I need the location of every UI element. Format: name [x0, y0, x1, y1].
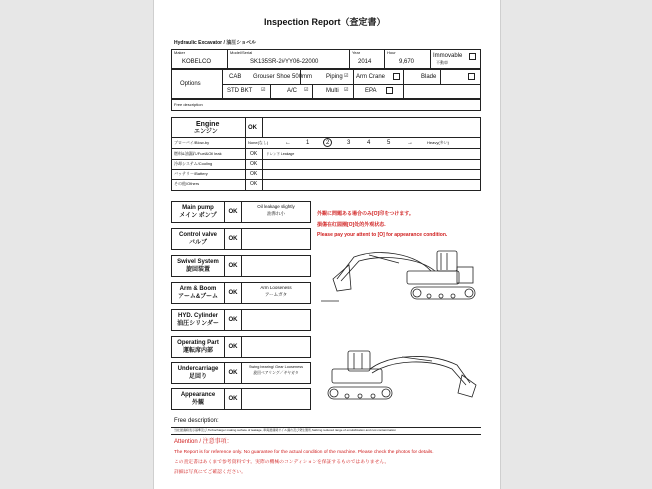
notice-line-cn: 損傷在红圆圈[O]处的外观状态.	[317, 222, 386, 228]
hour-label: Hour	[387, 50, 396, 55]
component-arm-boom	[171, 282, 311, 304]
option-blade: Blade	[421, 74, 437, 80]
component-name-en: Swivel System	[177, 259, 219, 265]
component-hyd-cylinder	[171, 309, 311, 331]
blowby-none: None(なし)	[248, 140, 269, 145]
component-appearance	[171, 388, 311, 410]
option-std-bkt: STD BKT	[227, 88, 253, 94]
engine-row-label: 冷却システム/Cooling	[174, 161, 213, 166]
hour-value: 9,670	[399, 59, 415, 65]
engine-row-note: ドレン下 Leakage	[266, 152, 295, 156]
blade-checkbox[interactable]	[468, 73, 475, 80]
notice-line-jp: 外観に問題ある場合のみ[O]印をつけます。	[317, 211, 414, 217]
component-operating-part	[171, 336, 311, 358]
year-label: Year	[352, 50, 361, 55]
attention-title: Attention / 注意事項：	[174, 439, 233, 445]
options-table	[171, 69, 481, 99]
option-multi: Multi	[326, 88, 339, 94]
machine-type: Hydraulic Excavator / 油圧ショベル	[174, 40, 257, 46]
immovable-label: Immovable	[433, 53, 463, 59]
model-value: SK135SR-2#YY06-22000	[250, 59, 319, 65]
component-name-en: Operating Part	[177, 340, 219, 346]
blowby-heavy: Heavy(多い)	[427, 140, 450, 145]
free-description-note: 当社最適時表示基準及び,Turbocharger making surface of leakage, 車両最適時オイル漏れ及び発生箇所,Sabring reduced range of emulsification and rust contamination	[174, 428, 396, 432]
maker-value: KOBELCO	[182, 59, 212, 65]
free-description-bottom-label: Free description:	[174, 418, 219, 424]
attention-line-jp-2: 詳細は写真にてご確認ください。	[174, 470, 246, 475]
notice-line-en: Please pay your attent to [O] for appearance condition.	[317, 232, 448, 238]
engine-status: OK	[248, 125, 257, 131]
engine-row-label: 燃料&油漏れ/Fuel&Oil leak	[174, 151, 222, 156]
component-swivel-system	[171, 255, 311, 277]
component-status: OK	[224, 310, 242, 330]
option-grouser-shoe: Grouser Shoe 500mm	[253, 74, 313, 80]
free-description-label: Free description	[174, 102, 203, 107]
engine-row-status: OK	[250, 181, 258, 187]
option-cab: CAB	[229, 74, 242, 80]
component-name-en: Control valve	[178, 232, 217, 238]
engine-row-status: OK	[250, 151, 258, 157]
blowby-selected-circle	[323, 138, 332, 147]
engine-title-en: Engine	[196, 121, 220, 128]
component-control-valve	[171, 228, 311, 250]
model-label: Model/Serial	[230, 50, 253, 55]
option-ac: A/C	[287, 88, 298, 94]
component-note-jp: アームガタ	[264, 291, 288, 297]
engine-row-status: OK	[250, 171, 258, 177]
option-arm-crane: Arm Crane	[356, 74, 386, 80]
engine-table	[171, 117, 481, 191]
epa-checkbox[interactable]	[386, 87, 393, 94]
divider	[171, 434, 481, 435]
component-status: OK	[224, 256, 242, 276]
piping-checkbox[interactable]: ☑	[344, 73, 349, 79]
options-label: Options	[180, 81, 201, 87]
component-name-jp: 油圧シリンダー	[177, 320, 219, 327]
component-status: OK	[224, 389, 242, 409]
component-undercarriage	[171, 362, 311, 384]
excavator-side-drawing-left	[319, 243, 484, 305]
engine-row-label: バッテリー/Battery	[174, 171, 208, 176]
ac-checkbox[interactable]: ☑	[304, 87, 309, 93]
attention-line-en: The Report is for reference only. No guarantee for the actual condition of the machine. Please check the photos for details.	[174, 450, 434, 455]
component-name-en: HYD. Cylinder	[177, 313, 218, 319]
component-name-jp: アーム&ブーム	[178, 293, 218, 300]
inspection-report-sheet	[153, 0, 501, 489]
engine-title-jp: エンジン	[194, 129, 218, 135]
component-note-en: Oil leakage slightly	[257, 204, 295, 209]
component-note-en: Swing bearing/ Gear Looseness	[248, 365, 304, 369]
blowby-label: ブローバイ/Blow-by	[174, 140, 210, 145]
blowby-arrow-right: →	[407, 140, 413, 146]
component-status: OK	[224, 363, 242, 383]
option-piping: Piping	[326, 74, 343, 80]
component-name-jp: 旋回装置	[185, 266, 210, 273]
attention-line-jp: この査定書はあくまで参考資料です。実際の機械のコンディションを保証するものではありません。	[174, 460, 390, 465]
machine-info-table	[171, 49, 481, 69]
component-name-jp: バルブ	[188, 239, 207, 246]
component-name-jp: 足回り	[188, 373, 207, 380]
component-status: OK	[224, 283, 242, 303]
component-name-jp: 外観	[191, 399, 204, 406]
maker-label: Maker	[174, 50, 186, 55]
component-note-en: Arm Looseness	[260, 285, 292, 290]
immovable-jp: 不動車	[436, 60, 448, 65]
blowby-scale-5[interactable]: 5	[387, 140, 391, 146]
engine-row-label: その他/Others	[174, 181, 200, 186]
report-title: Inspection Report（査定書）	[264, 17, 386, 27]
option-epa: EPA	[365, 88, 377, 94]
blowby-scale-1[interactable]: 1	[306, 140, 310, 146]
component-status: OK	[224, 229, 242, 249]
component-name-en: Arm & Boom	[179, 286, 217, 292]
arm-crane-checkbox[interactable]	[393, 73, 400, 80]
component-main-pump	[171, 201, 311, 223]
blowby-scale-3[interactable]: 3	[347, 140, 351, 146]
std-bkt-checkbox[interactable]: ☑	[261, 87, 266, 93]
free-description-box[interactable]	[171, 99, 481, 111]
component-status: OK	[224, 337, 242, 357]
blowby-scale-4[interactable]: 4	[367, 140, 371, 146]
component-name-en: Appearance	[180, 392, 216, 398]
component-name-jp: メイン ポンプ	[179, 212, 217, 219]
multi-checkbox[interactable]: ☑	[344, 87, 349, 93]
blowby-arrow-left: ←	[285, 140, 291, 146]
excavator-side-drawing-right	[322, 345, 482, 407]
component-name-en: Main pump	[182, 205, 214, 211]
component-note-jp: 旋回ベアリング／ギヤガタ	[253, 370, 299, 375]
blowby-scale-2[interactable]: 2	[326, 140, 330, 146]
engine-row-status: OK	[250, 161, 258, 167]
component-note-jp: 油滲れ小	[267, 210, 285, 216]
component-name-jp: 運転席内部	[182, 347, 213, 354]
year-value: 2014	[358, 59, 372, 65]
component-name-en: Undercarriage	[177, 366, 219, 372]
component-status: OK	[224, 202, 242, 222]
immovable-checkbox[interactable]	[469, 53, 476, 60]
